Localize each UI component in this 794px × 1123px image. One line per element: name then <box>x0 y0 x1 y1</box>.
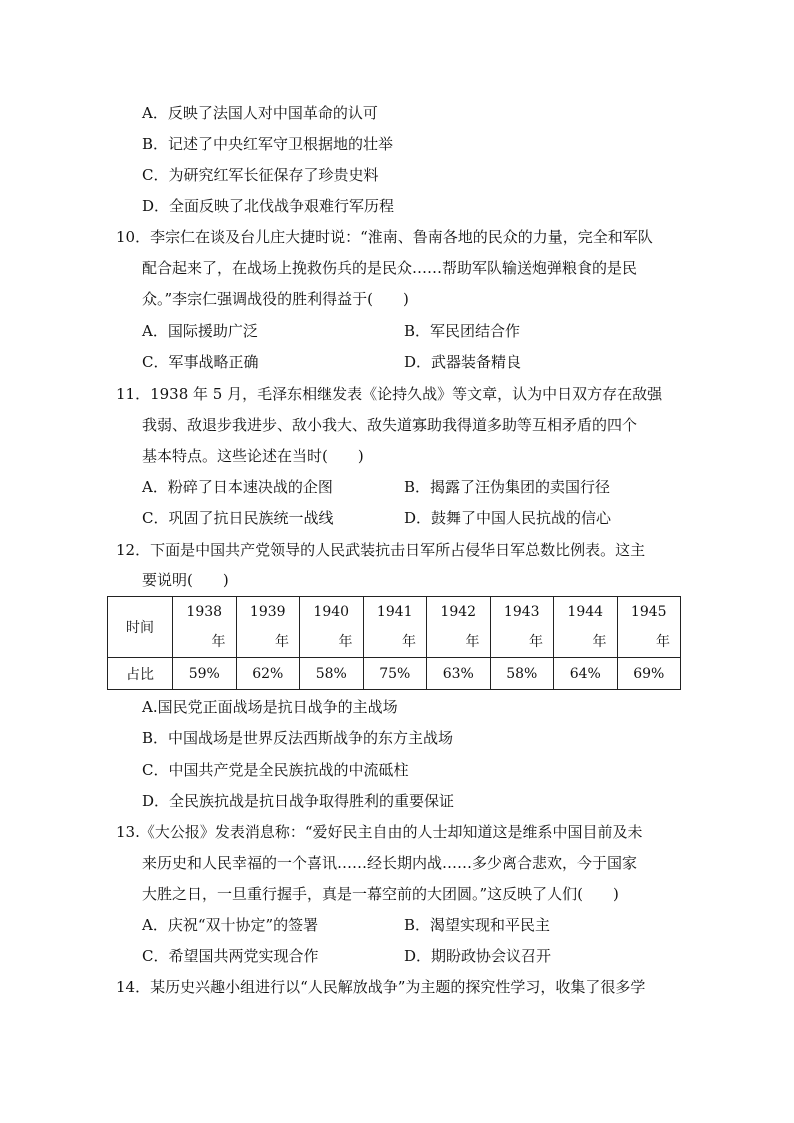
table-header-ratio: 占比 <box>108 658 173 690</box>
year-unit: 年 <box>211 634 226 650</box>
q12-stem-line-2: 要说明( ) <box>142 571 229 589</box>
ratio-cell: 58% <box>300 658 364 690</box>
year-unit: 年 <box>656 634 670 650</box>
table-row-years <box>108 597 681 658</box>
year-value: 1940 <box>313 604 350 620</box>
year-value: 1941 <box>376 604 413 620</box>
year-unit: 年 <box>275 634 289 650</box>
q9-option-a: A．反映了法国人对中国革命的认可 <box>142 104 378 122</box>
q11-option-a: A．粉碎了日本速决战的企图 <box>142 478 333 496</box>
q10-option-b: B．军民团结合作 <box>404 322 521 340</box>
year-value: 1938 <box>186 604 223 620</box>
q11-option-d: D．鼓舞了中国人民抗战的信心 <box>404 509 612 527</box>
q10-option-d: D．武器装备精良 <box>404 353 522 371</box>
q11-stem-line-1: 11．1938 年 5 月，毛泽东相继发表《论持久战》等文章，认为中日双方存在敌强 <box>116 385 663 403</box>
q10-option-a: A．国际援助广泛 <box>142 322 258 340</box>
q11-option-c: C．巩固了抗日民族统一战线 <box>142 509 334 527</box>
q10-stem-line-3: 众。”李宗仁强调战役的胜利得益于( ) <box>142 290 409 308</box>
q13-option-d: D．期盼政协会议召开 <box>404 947 552 965</box>
year-unit: 年 <box>402 634 416 650</box>
year-value: 1939 <box>249 604 286 620</box>
q13-option-c: C．希望国共两党实现合作 <box>142 947 319 965</box>
q13-stem-line-1: 13.《大公报》发表消息称：“爱好民主自由的人士却知道这是维系中国目前及未 <box>116 823 643 841</box>
table-header-time: 时间 <box>108 597 173 658</box>
q13-stem-line-2: 来历史和人民幸福的一个喜讯……经长期内战……多少离合悲欢，今于国家 <box>142 854 638 872</box>
q12-option-a: A.国民党正面战场是抗日战争的主战场 <box>142 698 398 716</box>
q10-option-c: C．军事战略正确 <box>142 353 259 371</box>
year-value: 1942 <box>440 604 477 620</box>
ratio-cell: 75% <box>363 658 427 690</box>
q12-stem-line-1: 12．下面是中国共产党领导的人民武装抗击日军所占侵华日军总数比例表。这主 <box>116 541 646 559</box>
ratio-table <box>107 596 681 690</box>
q11-stem-line-2: 我弱、敌退步我进步、敌小我大、敌失道寡助我得道多助等互相矛盾的四个 <box>142 416 638 434</box>
year-cell <box>554 597 618 658</box>
q10-stem-line-2: 配合起来了，在战场上挽救伤兵的是民众……帮助军队输送炮弹粮食的是民 <box>142 259 638 277</box>
ratio-cell: 63% <box>427 658 491 690</box>
year-value: 1945 <box>630 604 667 620</box>
year-unit: 年 <box>592 634 607 650</box>
year-unit: 年 <box>338 634 353 650</box>
year-cell <box>173 597 237 658</box>
year-unit: 年 <box>529 634 543 650</box>
q12-option-c: C．中国共产党是全民族抗战的中流砥柱 <box>142 761 409 779</box>
q9-option-d: D．全面反映了北伐战争艰难行军历程 <box>142 197 395 215</box>
year-value: 1943 <box>503 604 540 620</box>
year-cell <box>427 597 491 658</box>
q10-stem-line-1: 10．李宗仁在谈及台儿庄大捷时说：“淮南、鲁南各地的民众的力量，完全和军队 <box>116 228 653 246</box>
year-value: 1944 <box>567 604 604 620</box>
q14-stem-line-1: 14．某历史兴趣小组进行以“人民解放战争”为主题的探究性学习，收集了很多学 <box>116 978 646 996</box>
ratio-cell: 69% <box>617 658 681 690</box>
ratio-cell: 58% <box>490 658 554 690</box>
table-row-ratios <box>108 658 681 690</box>
q13-option-b: B．渴望实现和平民主 <box>404 916 551 934</box>
q12-option-d: D．全民族抗战是抗日战争取得胜利的重要保证 <box>142 792 455 810</box>
year-cell <box>490 597 554 658</box>
q12-option-b: B．中国战场是世界反法西斯战争的东方主战场 <box>142 729 454 747</box>
year-cell <box>300 597 364 658</box>
year-cell <box>236 597 300 658</box>
ratio-cell: 62% <box>236 658 300 690</box>
q13-option-a: A．庆祝“双十协定”的签署 <box>142 916 319 934</box>
ratio-cell: 64% <box>554 658 618 690</box>
q11-stem-line-3: 基本特点。这些论述在当时( ) <box>142 447 364 465</box>
ratio-cell: 59% <box>173 658 237 690</box>
year-unit: 年 <box>465 634 480 650</box>
year-cell <box>363 597 427 658</box>
year-cell <box>617 597 681 658</box>
q13-stem-line-3: 大胜之日，一旦重行握手，真是一幕空前的大团圆。”这反映了人们( ) <box>142 885 619 903</box>
q9-option-b: B．记述了中央红军守卫根据地的壮举 <box>142 135 394 153</box>
q11-option-b: B．揭露了汪伪集团的卖国行径 <box>404 478 611 496</box>
q9-option-c: C．为研究红军长征保存了珍贵史料 <box>142 166 379 184</box>
